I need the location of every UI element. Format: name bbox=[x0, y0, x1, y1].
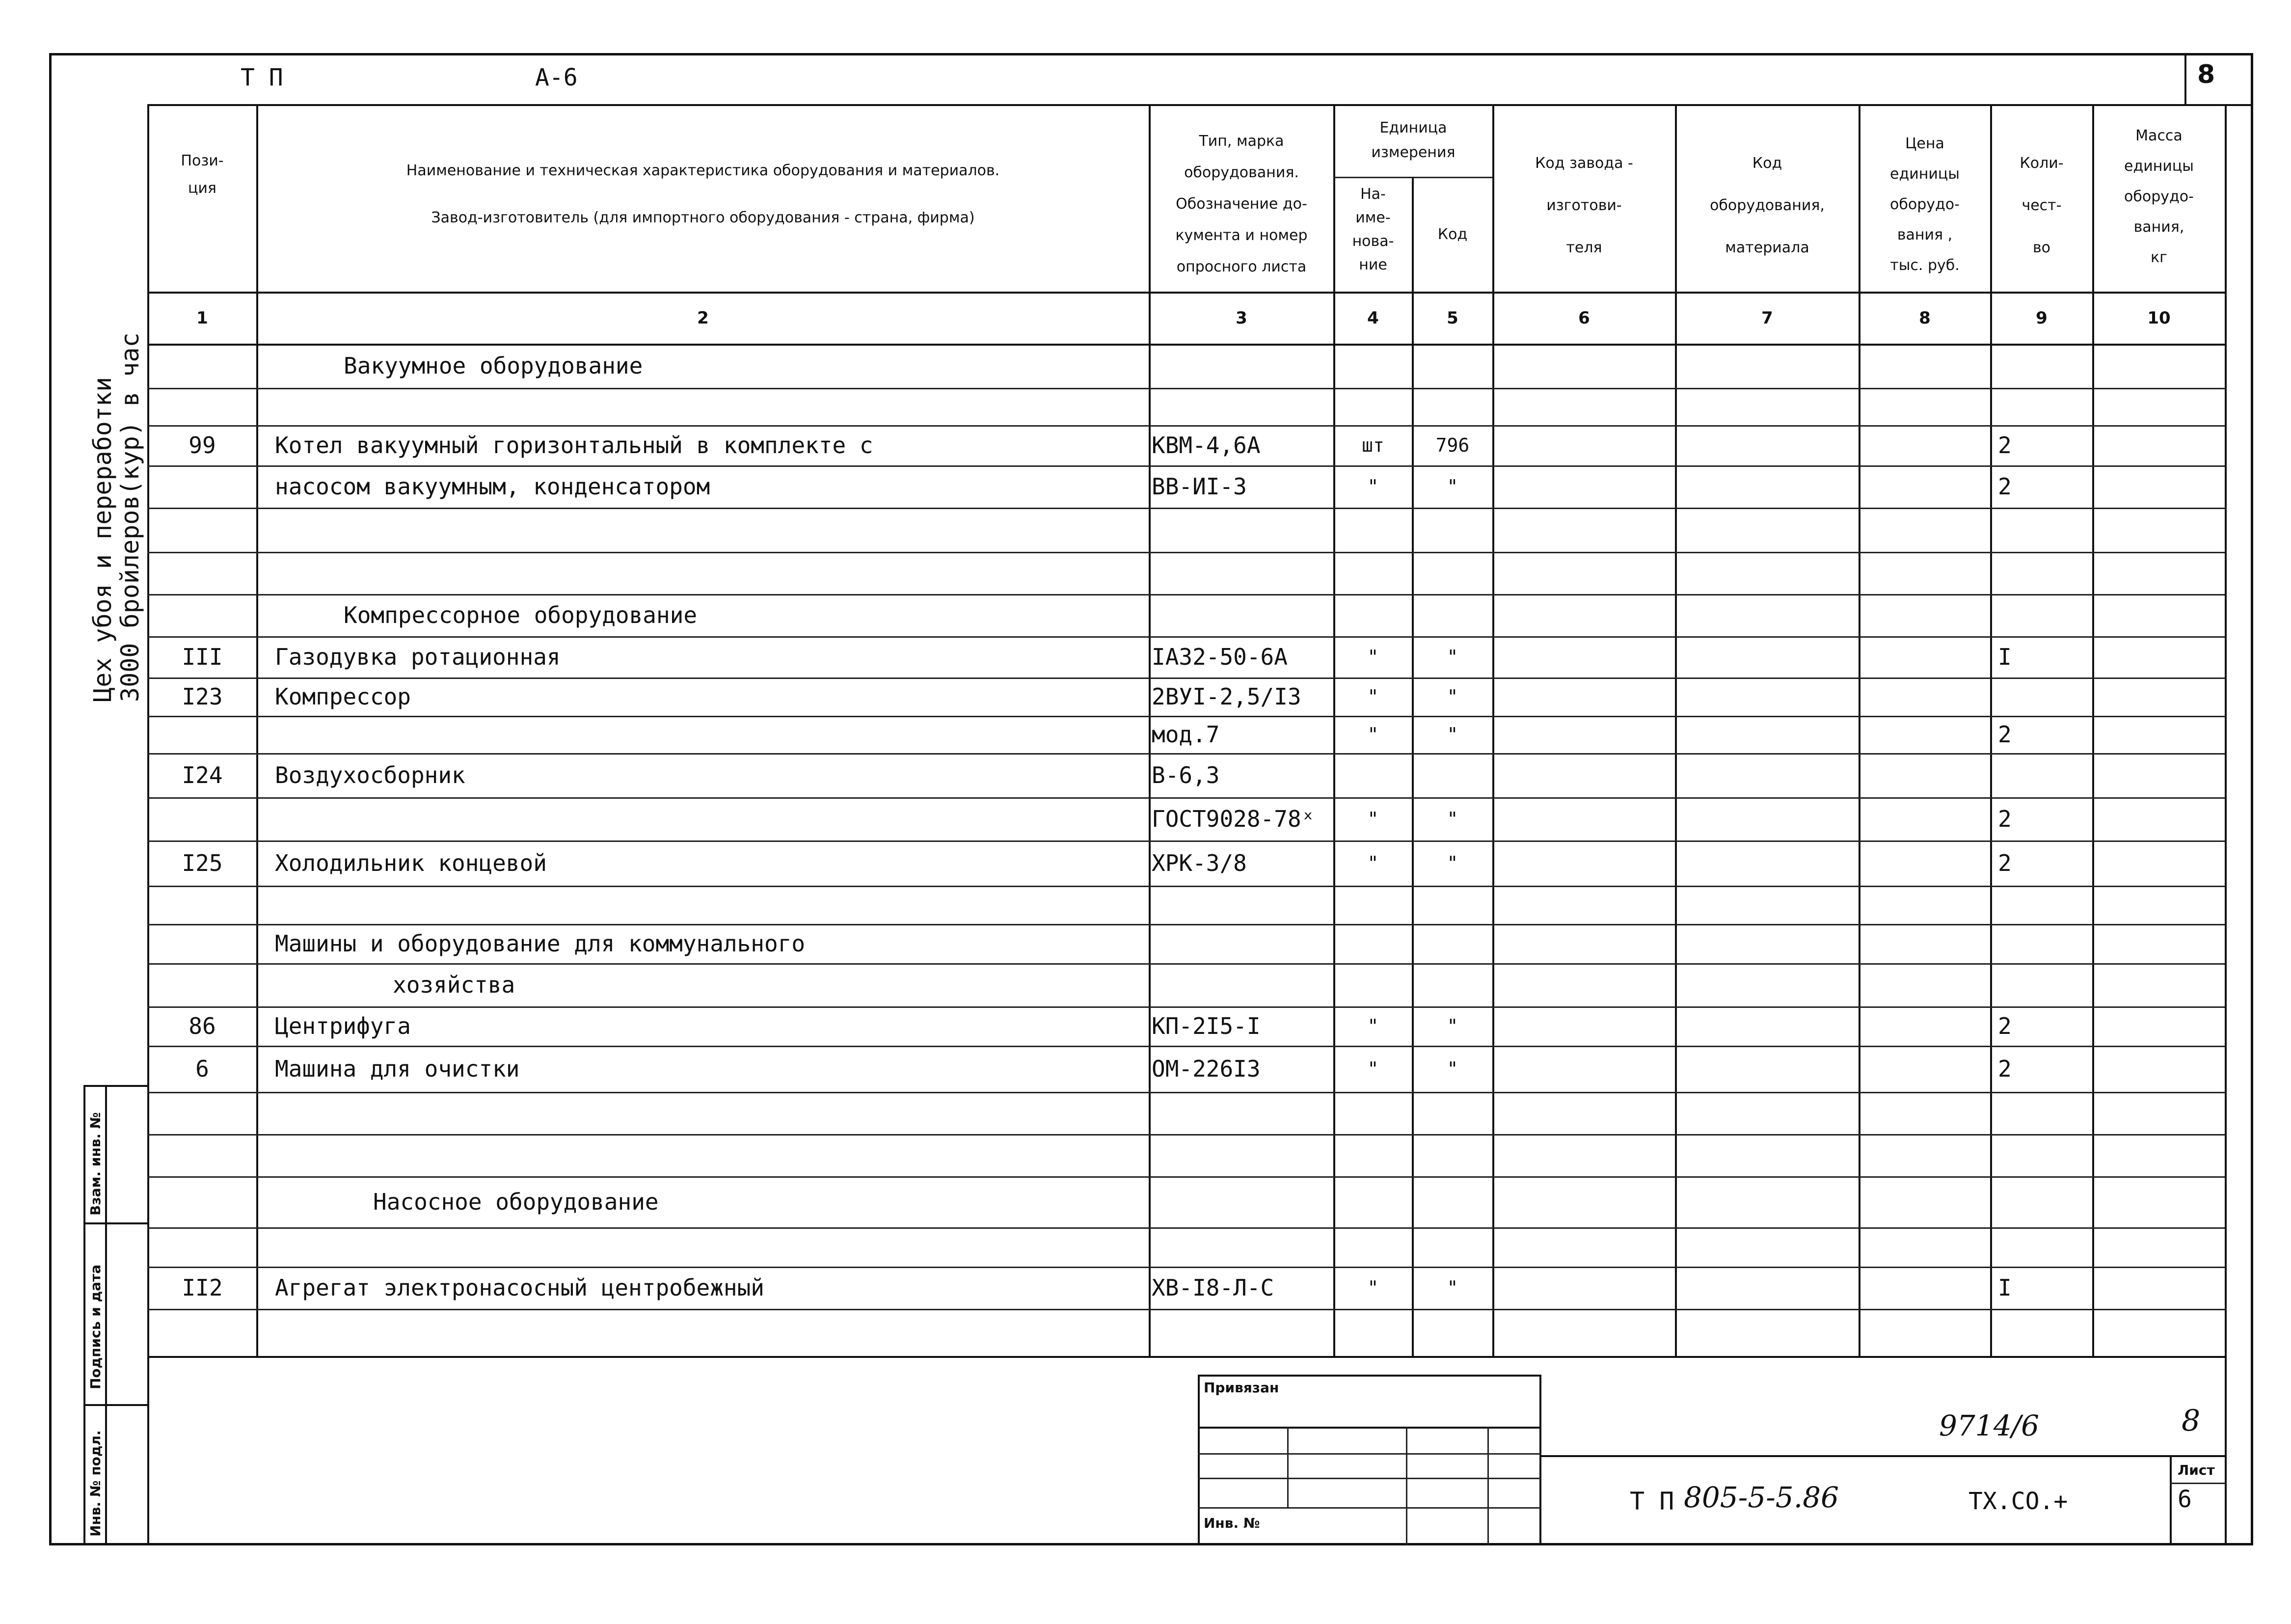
header-price-line3: оборудо- bbox=[1890, 196, 1960, 213]
stamp-strip-inner-edge bbox=[105, 1085, 107, 1545]
series-label: Т П bbox=[241, 64, 283, 91]
header-position-line2: ция bbox=[188, 180, 216, 197]
row-type-cell: IА32-50-6А bbox=[1152, 644, 1288, 670]
list-number: 6 bbox=[2178, 1486, 2192, 1513]
row-name-cell: Агрегат электронасосный центробежный bbox=[275, 1274, 764, 1301]
header-price-line2: единицы bbox=[1890, 165, 1960, 183]
row-code-cell: 796 bbox=[1435, 434, 1470, 456]
header-unit-name-line2: име- bbox=[1355, 209, 1391, 226]
row-qty-cell: I bbox=[1998, 644, 2012, 670]
header-mass-line1: Масса bbox=[2135, 127, 2183, 144]
row-divider bbox=[147, 1092, 2225, 1093]
stamp-strip-top bbox=[83, 1085, 147, 1087]
row-pos-cell: I24 bbox=[182, 762, 223, 788]
header-position-line1: Пози- bbox=[181, 152, 224, 169]
header-price-line5: тыс. руб. bbox=[1890, 257, 1960, 274]
row-divider bbox=[147, 1134, 2225, 1136]
row-type-cell: мод.7 bbox=[1152, 721, 1220, 748]
unit-header-split bbox=[1333, 177, 1492, 178]
row-unit-cell: " bbox=[1367, 646, 1379, 668]
sheet-number-divider bbox=[2184, 53, 2186, 104]
header-type bbox=[1150, 126, 1333, 283]
list-box-divider bbox=[2170, 1483, 2225, 1484]
row-unit-cell: " bbox=[1367, 476, 1379, 497]
row-name-cell: Холодильник концевой bbox=[275, 850, 547, 876]
row-divider bbox=[147, 1006, 2225, 1008]
header-mass-line2: единицы bbox=[2124, 158, 2194, 175]
header-equipment-code-line2: оборудования, bbox=[1710, 197, 1825, 214]
stamp-replaced-inv: Взам. инв. № bbox=[87, 1112, 104, 1216]
binding-block-row1 bbox=[1198, 1427, 1541, 1429]
row-qty-cell: 2 bbox=[1998, 473, 2012, 500]
binding-block-col3 bbox=[1487, 1427, 1489, 1545]
row-type-cell: ГОСТ9028-78ˣ bbox=[1152, 806, 1315, 832]
header-type-line2: оборудования. bbox=[1184, 164, 1299, 181]
top-strip-line bbox=[147, 104, 2253, 106]
header-quantity-line1: Коли- bbox=[2020, 155, 2064, 172]
header-mass-line5: кг bbox=[2151, 249, 2167, 266]
binding-block-row4 bbox=[1198, 1507, 1541, 1509]
colnum-bottom-line bbox=[147, 344, 2225, 346]
row-divider bbox=[147, 388, 2225, 389]
list-label: Лист bbox=[2178, 1462, 2215, 1478]
side-title-line2: 3000 бройлеров(кур) в час bbox=[116, 332, 144, 702]
row-divider bbox=[147, 465, 2225, 467]
row-unit-cell: " bbox=[1367, 1058, 1379, 1080]
header-type-line4: кумента и номер bbox=[1175, 227, 1308, 244]
row-divider bbox=[147, 1309, 2225, 1310]
row-code-cell: " bbox=[1447, 646, 1458, 668]
handwritten-sheet: 8 bbox=[2182, 1404, 2201, 1438]
header-price-line1: Цена bbox=[1905, 135, 1944, 152]
row-unit-cell: шт bbox=[1362, 434, 1384, 456]
binding-block-col2 bbox=[1406, 1427, 1407, 1545]
row-divider bbox=[147, 425, 2225, 427]
row-code-cell: " bbox=[1447, 686, 1458, 707]
header-price-line4: вания , bbox=[1897, 226, 1953, 244]
header-unit-name-line1: На- bbox=[1360, 186, 1386, 203]
header-type-line3: Обозначение до- bbox=[1176, 195, 1307, 213]
row-name-cell: Вакуумное оборудование bbox=[344, 352, 643, 379]
row-unit-cell: " bbox=[1367, 1015, 1379, 1037]
row-name-cell: Газодувка ротационная bbox=[275, 644, 561, 670]
row-name-cell: насосом вакуумным, конденсатором bbox=[275, 473, 710, 500]
row-type-cell: КВМ-4,6А bbox=[1152, 432, 1261, 459]
row-qty-cell: I bbox=[1998, 1274, 2012, 1301]
row-name-cell: хозяйства bbox=[393, 972, 515, 998]
row-qty-cell: 2 bbox=[1998, 432, 2012, 459]
inventory-number-label: Инв. № bbox=[1204, 1515, 1260, 1531]
colnum-3: 3 bbox=[1236, 308, 1247, 328]
header-mass-line3: оборудо- bbox=[2124, 188, 2194, 205]
row-divider bbox=[147, 753, 2225, 755]
colnum-5: 5 bbox=[1447, 308, 1458, 328]
row-divider bbox=[147, 716, 2225, 717]
header-unit-line2: измерения bbox=[1371, 144, 1455, 161]
header-quantity bbox=[1991, 142, 2092, 269]
header-unit-group bbox=[1334, 116, 1492, 165]
row-type-cell: В-6,3 bbox=[1152, 762, 1220, 788]
header-type-line5: опросного листа bbox=[1176, 258, 1307, 275]
row-name-cell: Насосное оборудование bbox=[373, 1189, 659, 1215]
table-right-edge bbox=[2225, 104, 2227, 1545]
row-pos-cell: II2 bbox=[182, 1274, 223, 1301]
colnum-8: 8 bbox=[1919, 308, 1931, 328]
row-code-cell: " bbox=[1447, 1277, 1458, 1299]
header-quantity-line2: чест- bbox=[2021, 197, 2062, 214]
row-type-cell: 2ВУI-2,5/I3 bbox=[1152, 683, 1301, 710]
row-type-cell: КП-2I5-I bbox=[1152, 1013, 1261, 1039]
header-quantity-line3: во bbox=[2032, 239, 2051, 256]
header-unit-line1: Единица bbox=[1379, 119, 1447, 136]
row-unit-cell: " bbox=[1367, 686, 1379, 707]
title-block-top bbox=[1541, 1455, 2225, 1457]
header-factory-code-line2: изготови- bbox=[1546, 197, 1622, 214]
header-name bbox=[257, 147, 1149, 242]
row-qty-cell: 2 bbox=[1998, 806, 2012, 832]
binding-block-col1 bbox=[1287, 1427, 1289, 1507]
header-bottom-line bbox=[147, 292, 2225, 294]
row-pos-cell: 6 bbox=[195, 1056, 209, 1082]
header-unit-name-line4: ние bbox=[1359, 256, 1387, 273]
table-bottom-line bbox=[147, 1356, 2225, 1358]
row-divider bbox=[147, 886, 2225, 887]
row-unit-cell: " bbox=[1367, 808, 1379, 830]
header-equipment-code-line3: материала bbox=[1725, 239, 1809, 256]
header-unit-code: Код bbox=[1437, 226, 1468, 243]
side-title-line1: Цех убоя и переработки bbox=[88, 377, 117, 702]
header-name-line1: Наименование и техническая характеристика оборудования и материалов. bbox=[406, 162, 1000, 179]
colnum-1: 1 bbox=[196, 308, 208, 328]
row-pos-cell: I25 bbox=[182, 850, 223, 876]
row-code-cell: " bbox=[1447, 1058, 1458, 1080]
row-name-cell: Машины и оборудование для коммунального bbox=[275, 930, 806, 957]
binding-block-row3 bbox=[1198, 1478, 1541, 1479]
row-divider bbox=[147, 552, 2225, 553]
header-type-line1: Тип, марка bbox=[1199, 133, 1284, 150]
header-equipment-code-line1: Код bbox=[1752, 155, 1782, 172]
header-unit-name bbox=[1334, 183, 1412, 277]
colnum-10: 10 bbox=[2147, 308, 2171, 328]
row-divider bbox=[147, 508, 2225, 509]
header-position bbox=[148, 147, 256, 202]
row-divider bbox=[147, 1227, 2225, 1229]
stamp-strip-div1 bbox=[83, 1222, 147, 1224]
row-pos-cell: III bbox=[182, 644, 223, 670]
row-pos-cell: I23 bbox=[182, 683, 223, 710]
colnum-7: 7 bbox=[1761, 308, 1773, 328]
row-name-cell: Центрифуга bbox=[275, 1013, 411, 1039]
stamp-signature-date: Подпись и дата bbox=[87, 1264, 104, 1389]
stamp-strip-outer-edge bbox=[83, 1085, 85, 1545]
row-type-cell: ВВ-ИI-3 bbox=[1152, 473, 1247, 500]
row-divider bbox=[147, 1046, 2225, 1047]
row-qty-cell: 2 bbox=[1998, 721, 2012, 748]
row-qty-cell: 2 bbox=[1998, 850, 2012, 876]
header-mass-line4: вания, bbox=[2133, 218, 2184, 236]
header-factory-code bbox=[1493, 142, 1675, 269]
row-divider bbox=[147, 594, 2225, 595]
row-type-cell: ХРК-3/8 bbox=[1152, 850, 1247, 876]
row-pos-cell: 99 bbox=[189, 432, 216, 459]
header-factory-code-line3: теля bbox=[1566, 239, 1602, 256]
colnum-4: 4 bbox=[1367, 308, 1379, 328]
row-unit-cell: " bbox=[1367, 852, 1379, 874]
colnum-6: 6 bbox=[1578, 308, 1590, 328]
row-divider bbox=[147, 636, 2225, 638]
header-factory-code-line1: Код завода - bbox=[1535, 155, 1633, 172]
stamp-inv-original: Инв. № подл. bbox=[87, 1430, 104, 1537]
row-type-cell: ХВ-I8-Л-С bbox=[1152, 1274, 1274, 1301]
row-divider bbox=[147, 1176, 2225, 1178]
header-name-line2: Завод-изготовитель (для импортного оборудования - страна, фирма) bbox=[431, 209, 975, 226]
row-name-cell: Котел вакуумный горизонтальный в комплекте с bbox=[275, 432, 873, 459]
row-divider bbox=[147, 677, 2225, 679]
binding-label: Привязан bbox=[1204, 1380, 1279, 1396]
row-divider bbox=[147, 924, 2225, 925]
header-price bbox=[1860, 129, 1990, 281]
list-box-left bbox=[2170, 1455, 2172, 1545]
row-code-cell: " bbox=[1447, 724, 1458, 745]
doc-code-prefix: Т П bbox=[1630, 1487, 1674, 1516]
col-divider-4 bbox=[1412, 177, 1414, 1356]
row-qty-cell: 2 bbox=[1998, 1056, 2012, 1082]
row-unit-cell: " bbox=[1367, 1277, 1379, 1299]
row-name-cell: Воздухосборник bbox=[275, 762, 465, 788]
row-name-cell: Компрессорное оборудование bbox=[344, 602, 698, 628]
header-equipment-code bbox=[1676, 142, 1859, 269]
row-pos-cell: 86 bbox=[189, 1013, 216, 1039]
stamp-strip-div2 bbox=[83, 1404, 147, 1406]
row-divider bbox=[147, 1267, 2225, 1268]
row-code-cell: " bbox=[1447, 1015, 1458, 1037]
binding-block-row2 bbox=[1198, 1453, 1541, 1455]
row-type-cell: ОМ-226I3 bbox=[1152, 1056, 1261, 1082]
row-code-cell: " bbox=[1447, 852, 1458, 874]
row-qty-cell: 2 bbox=[1998, 1013, 2012, 1039]
row-name-cell: Машина для очистки bbox=[275, 1056, 520, 1082]
album-label: А-6 bbox=[535, 64, 578, 91]
handwritten-number: 9714/6 bbox=[1939, 1409, 2040, 1442]
row-divider bbox=[147, 963, 2225, 965]
row-unit-cell: " bbox=[1367, 724, 1379, 745]
row-divider bbox=[147, 797, 2225, 799]
row-name-cell: Компрессор bbox=[275, 683, 411, 710]
colnum-9: 9 bbox=[2036, 308, 2048, 328]
colnum-2: 2 bbox=[697, 308, 709, 328]
header-unit-name-line3: нова- bbox=[1352, 233, 1394, 250]
row-code-cell: " bbox=[1447, 476, 1458, 497]
header-mass bbox=[2093, 121, 2225, 273]
doc-suffix: ТХ.СО.+ bbox=[1968, 1488, 2068, 1515]
row-code-cell: " bbox=[1447, 808, 1458, 830]
row-divider bbox=[147, 840, 2225, 842]
sheet-number: 8 bbox=[2197, 60, 2215, 89]
doc-code-number: 805-5-5.86 bbox=[1684, 1481, 1839, 1514]
